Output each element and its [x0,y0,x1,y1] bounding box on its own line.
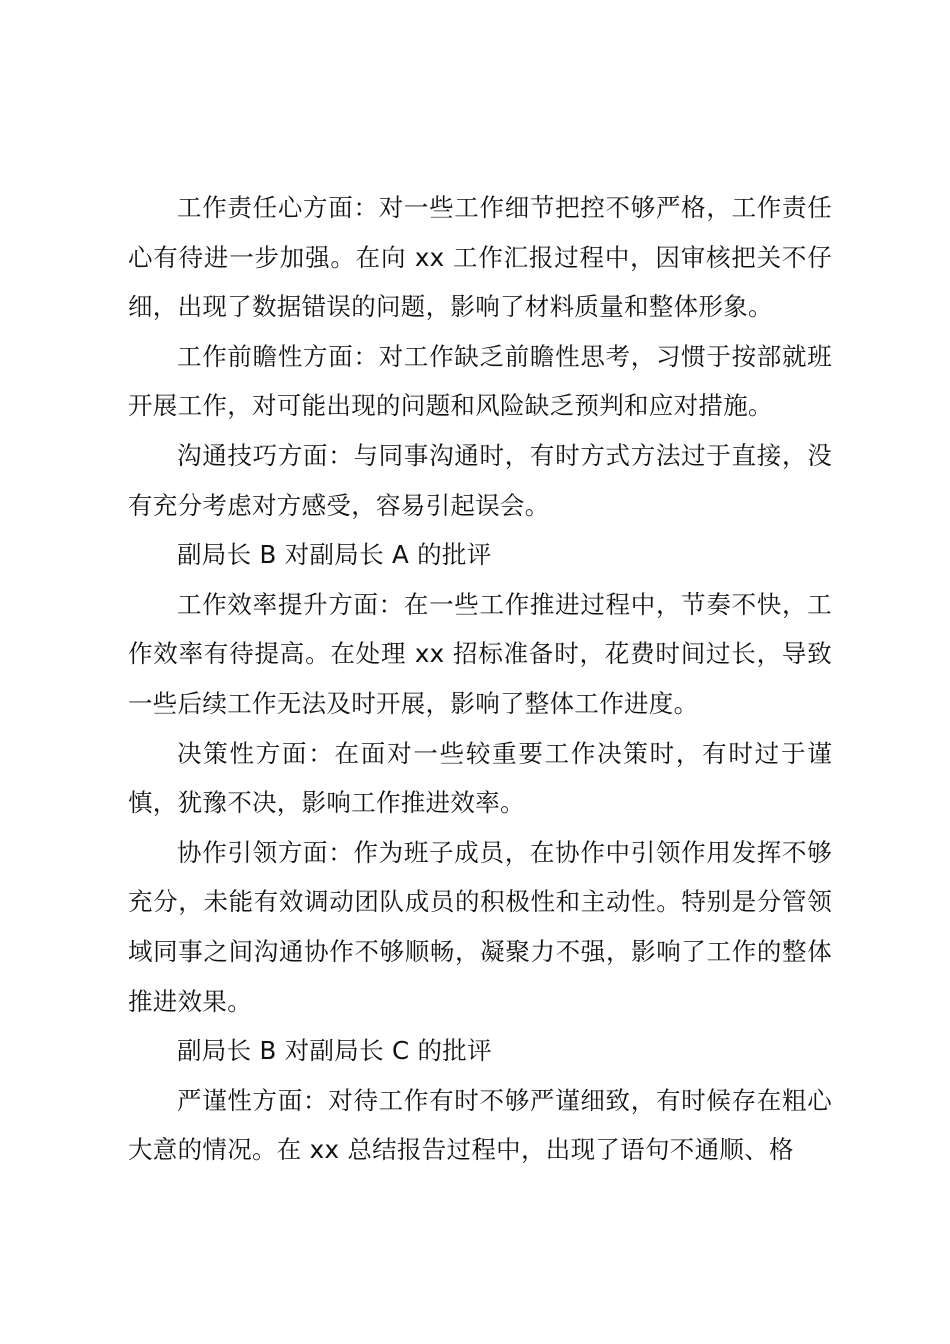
paragraph-decision: 决策性方面：在面对一些较重要工作决策时，有时过于谨慎，犹豫不决，影响工作推进效率。 [128,738,832,818]
paragraph-responsibility: 工作责任心方面：对一些工作细节把控不够严格，工作责任心有待进一步加强。在向 xx 工作汇报过程中，因审核把关不仔细，出现了数据错误的问题，影响了材料质量和整体形象。 [128,193,832,322]
paragraph-rigor: 严谨性方面：对待工作有时不够严谨细致，有时候存在粗心大意的情况。在 xx 总结报告过程中，出现了语句不通顺、格 [128,1085,832,1165]
paragraph-collaboration: 协作引领方面：作为班子成员，在协作中引领作用发挥不够充分，未能有效调动团队成员的积极性和主动性。特别是分管领域同事之间沟通协作不够顺畅，凝聚力不强，影响了工作的整体推进效果。 [128,837,832,1016]
paragraph-efficiency: 工作效率提升方面：在一些工作推进过程中，节奏不快，工作效率有待提高。在处理 xx 招标准备时，花费时间过长，导致一些后续工作无法及时开展，影响了整体工作进度。 [128,589,832,718]
document-body [128,183,832,1175]
paragraph-communication: 沟通技巧方面：与同事沟通时，有时方式方法过于直接，没有充分考虑对方感受，容易引起误会。 [128,440,832,520]
section-heading-b-to-a: 副局长 B 对副局长 A 的批评 [177,540,492,570]
paragraph-foresight: 工作前瞻性方面：对工作缺乏前瞻性思考，习惯于按部就班开展工作，对可能出现的问题和风险缺乏预判和应对措施。 [128,341,832,421]
section-heading-b-to-c: 副局长 B 对副局长 C 的批评 [177,1036,492,1066]
